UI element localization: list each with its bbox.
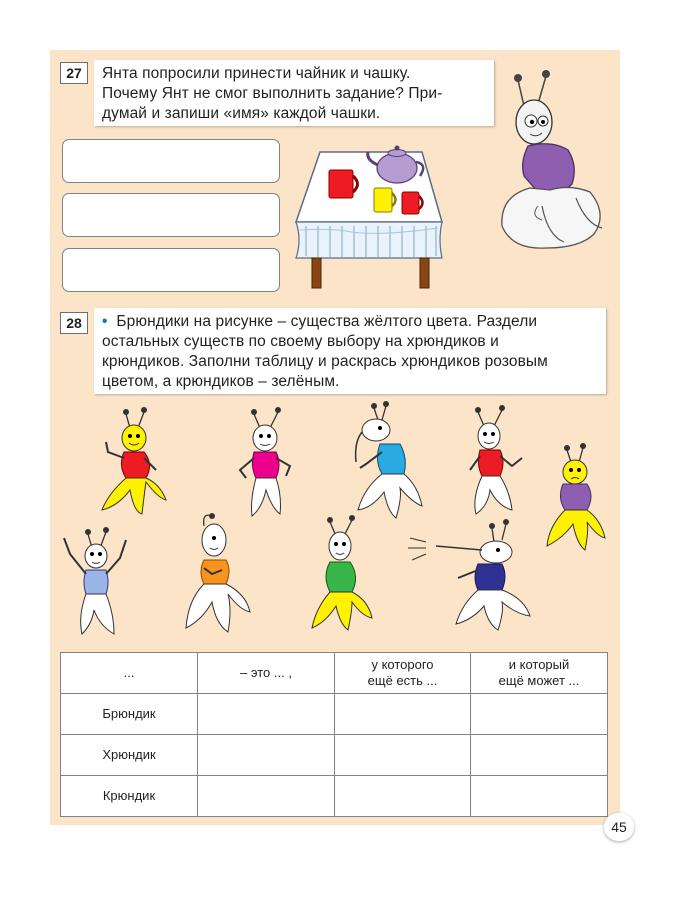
task-28-line-4: цветом, а крюндиков – зелёным. [102, 373, 340, 390]
answer-cell[interactable] [471, 776, 608, 817]
red-cup-icon [329, 170, 358, 198]
table-header-row [61, 653, 608, 694]
answer-cell[interactable] [471, 735, 608, 776]
blue-arms-up-creature-6 [56, 524, 136, 640]
yant-character [490, 66, 610, 256]
answer-cell[interactable] [471, 694, 608, 735]
magenta-creature-2 [232, 404, 300, 524]
tea-table-illustration [292, 140, 452, 290]
answer-cell[interactable] [335, 776, 471, 817]
yellow-cup-icon [374, 188, 396, 212]
row-label: Хрюндик [61, 735, 198, 776]
blue-long-nose-creature-3 [344, 402, 424, 522]
header-line: ещё есть ... [367, 673, 438, 688]
row-label: Крюндик [61, 776, 198, 817]
answer-field-3[interactable] [62, 248, 280, 292]
task-28-line-1: Брюндики на рисунке – существа жёлтого цвета. Раздели [116, 313, 538, 330]
table-row [61, 694, 608, 735]
task-28-bullet: • [102, 313, 108, 330]
header-line: – это ... , [240, 665, 292, 680]
table-header-cell [471, 653, 608, 694]
orange-creature-7 [182, 510, 254, 638]
task-28-text [94, 308, 606, 394]
table-header-cell [198, 653, 335, 694]
answer-cell[interactable] [198, 735, 335, 776]
yellow-bryundik-creature-1 [98, 402, 168, 522]
answer-cell[interactable] [198, 776, 335, 817]
small-red-cup-icon [402, 192, 423, 214]
task-28-line-2: остальных существ по своему выбору на хрюндиков и [102, 333, 499, 350]
header-line: и который [508, 657, 570, 672]
answer-cell[interactable] [335, 694, 471, 735]
task-27-line-3: думай и запиши «имя» каждой чашки. [102, 105, 381, 122]
header-line: ещё может ... [498, 673, 580, 688]
blue-trumpet-creature-9 [406, 520, 538, 636]
header-line: у которого [371, 657, 434, 672]
answer-field-2[interactable] [62, 193, 280, 237]
table-row [61, 735, 608, 776]
table-header-cell [61, 653, 198, 694]
purple-yellow-creature-5 [545, 442, 607, 554]
header-line: ... [123, 665, 135, 680]
task-28-number: 28 [60, 312, 88, 334]
answer-cell[interactable] [335, 735, 471, 776]
task-27-number: 27 [60, 62, 88, 84]
row-label: Брюндик [61, 694, 198, 735]
table-header-cell [335, 653, 471, 694]
answer-field-1[interactable] [62, 139, 280, 183]
task-27-text [94, 60, 494, 126]
task-28-line-3: крюндиков. Заполни таблицу и раскрась хрюндиков розовым [102, 353, 548, 370]
classification-table [60, 652, 608, 817]
table-row [61, 776, 608, 817]
answer-cell[interactable] [198, 694, 335, 735]
green-yellow-creature-8 [306, 512, 378, 634]
page-number: 45 [604, 813, 634, 841]
red-creature-4 [460, 402, 530, 522]
task-27-line-2: Почему Янт не смог выполнить задание? При- [102, 85, 443, 102]
task-27-line-1: Янта попросили принести чайник и чашку. [102, 65, 411, 82]
